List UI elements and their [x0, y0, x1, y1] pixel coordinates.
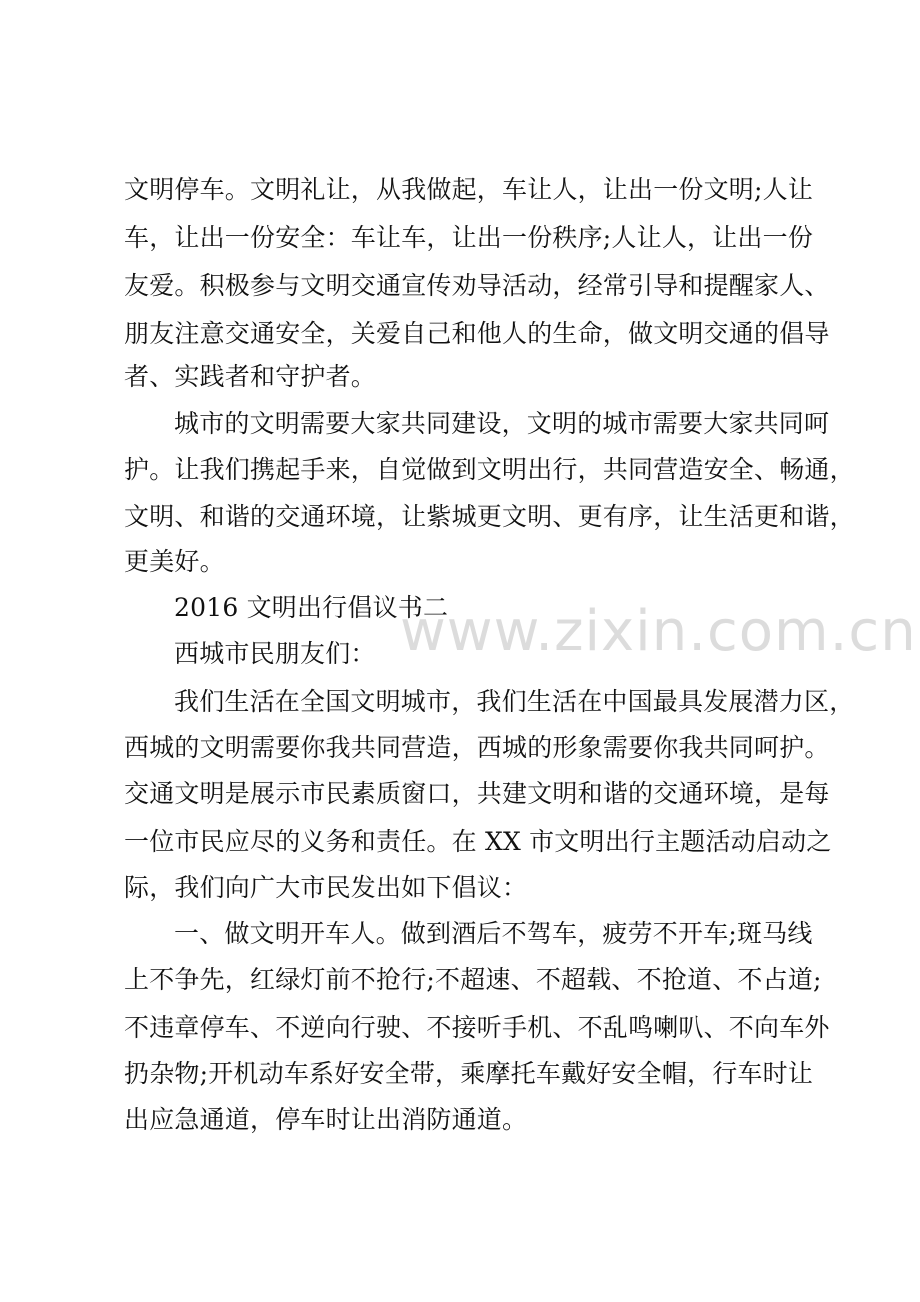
paragraph-line: 不违章停车、不逆向行驶、不接听手机、不乱鸣喇叭、不向车外 — [124, 1013, 830, 1042]
paragraph-line: 护。让我们携起手来，自觉做到文明出行，共同营造安全、畅通， — [124, 455, 855, 484]
paragraph-line: 城市的文明需要大家共同建设，文明的城市需要大家共同呵 — [174, 409, 830, 438]
paragraph-line: 扔杂物;开机动车系好安全带，乘摩托车戴好安全帽，行车时让 — [124, 1059, 814, 1088]
paragraph-line: 际，我们向广大市民发出如下倡议： — [124, 873, 528, 902]
paragraph-line: 交通文明是展示市民素质窗口，共建文明和谐的交通环境，是每 — [124, 779, 830, 808]
paragraph-line: 出应急通道，停车时让出消防通道。 — [124, 1105, 528, 1134]
paragraph-line: 西城的文明需要你我共同营造，西城的形象需要你我共同呵护。 — [124, 733, 830, 762]
section-heading: 2016 文明出行倡议书二 — [174, 593, 449, 622]
paragraph-line: 友爱。积极参与文明交通宣传劝导活动，经常引导和提醒家人、 — [124, 271, 830, 300]
paragraph-line: 文明停车。文明礼让，从我做起，车让人，让出一份文明;人让 — [124, 175, 814, 204]
paragraph-line: 一、做文明开车人。做到酒后不驾车，疲劳不开车;斑马线 — [174, 919, 813, 948]
paragraph-line: 更美好。 — [124, 547, 225, 576]
salutation: 西城市民朋友们： — [174, 639, 376, 668]
paragraph-line: 者、实践者和守护者。 — [124, 362, 377, 391]
watermark: www.zixin.com.cn — [400, 599, 917, 664]
paragraph-line: 一位市民应尽的义务和责任。在 XX 市文明出行主题活动启动之 — [124, 827, 832, 856]
paragraph-line: 上不争先，红绿灯前不抢行;不超速、不超载、不抢道、不占道; — [124, 965, 822, 994]
paragraph-line: 我们生活在全国文明城市，我们生活在中国最具发展潜力区， — [174, 687, 855, 716]
paragraph-line: 文明、和谐的交通环境，让紫城更文明、更有序，让生活更和谐， — [124, 502, 855, 531]
paragraph-line: 车，让出一份安全：车让车，让出一份秩序;人让人，让出一份 — [124, 223, 814, 252]
paragraph-line: 朋友注意交通安全，关爱自己和他人的生命，做文明交通的倡导 — [124, 319, 830, 348]
